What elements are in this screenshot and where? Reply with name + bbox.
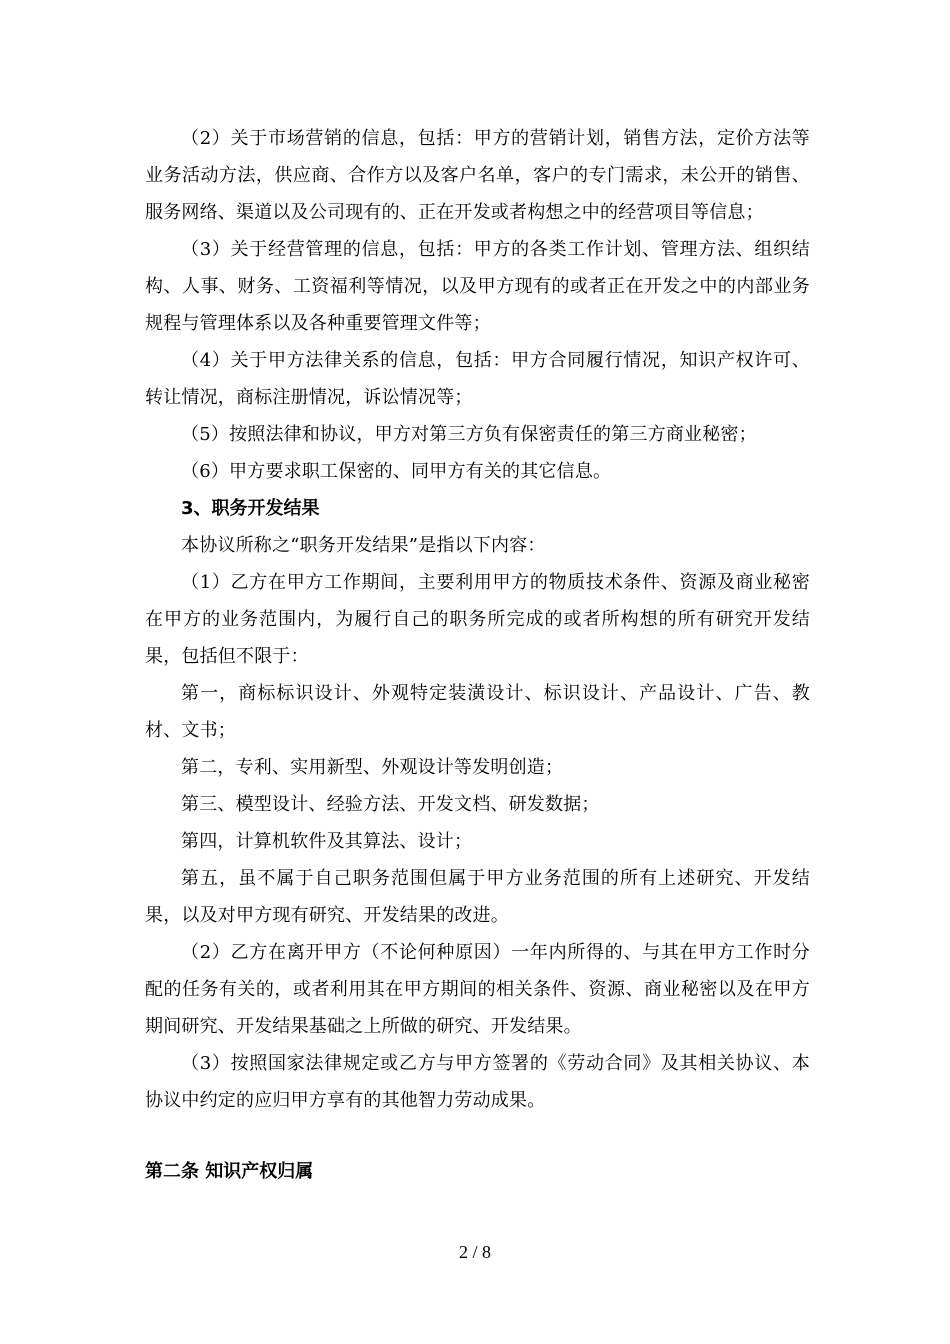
- paragraph-other-info: （6）甲方要求职工保密的、同甲方有关的其它信息。: [181, 461, 612, 482]
- article-heading-ip-ownership: 第二条 知识产权归属: [145, 1161, 314, 1182]
- paragraph-marketing-info: （2）关于市场营销的信息，包括：甲方的营销计划，销售方法，定价方法等业务活动方法，供应商、合作方以及客户名单，客户的专门需求，未公开的销售、服务网络、渠道以及公司现有的、正在开发或者构想之中的经营项目等信息；: [145, 128, 810, 223]
- paragraph-second: 第二，专利、实用新型、外观设计等发明创造；: [181, 757, 564, 778]
- paragraph-first: 第一，商标标识设计、外观特定装潢设计、标识设计、产品设计、广告、教材、文书；: [145, 683, 810, 741]
- paragraph-fifth: 第五，虽不属于自己职务范围但属于甲方业务范围的所有上述研究、开发结果，以及对甲方现有研究、开发结果的改进。: [145, 868, 810, 926]
- paragraph-third-party-secrets: （5）按照法律和协议，甲方对第三方负有保密责任的第三方商业秘密；: [181, 424, 757, 445]
- paragraph-item-2: （2）乙方在离开甲方（不论何种原因）一年内所得的、与其在甲方工作时分配的任务有关的，或者利用其在甲方期间的相关条件、资源、商业秘密以及在甲方期间研究、开发结果基础之上所做的研究、开发结果。: [145, 942, 810, 1037]
- paragraph-third: 第三、模型设计、经验方法、开发文档、研发数据；: [181, 794, 600, 815]
- paragraph-legal-info: （4）关于甲方法律关系的信息，包括：甲方合同履行情况，知识产权许可、转让情况，商标注册情况，诉讼情况等；: [145, 350, 810, 408]
- paragraph-item-1: （1）乙方在甲方工作期间，主要利用甲方的物质技术条件、资源及商业秘密在甲方的业务范围内，为履行自己的职务所完成的或者所构想的所有研究开发结果，包括但不限于：: [145, 572, 810, 667]
- document-body: [145, 120, 810, 1190]
- paragraph-item-3: （3）按照国家法律规定或乙方与甲方签署的《劳动合同》及其相关协议、本协议中约定的应归甲方享有的其他智力劳动成果。: [145, 1053, 810, 1111]
- section-heading-development-results: 3、职务开发结果: [181, 498, 320, 519]
- paragraph-definition: 本协议所称之“职务开发结果”是指以下内容：: [181, 535, 546, 556]
- paragraph-management-info: （3）关于经营管理的信息，包括：甲方的各类工作计划、管理方法、组织结构、人事、财务、工资福利等情况，以及甲方现有的或者正在开发之中的内部业务规程与管理体系以及各种重要管理文件等；: [145, 239, 810, 334]
- page-number: 2 / 8: [458, 1242, 491, 1262]
- paragraph-fourth: 第四，计算机软件及其算法、设计；: [181, 831, 473, 852]
